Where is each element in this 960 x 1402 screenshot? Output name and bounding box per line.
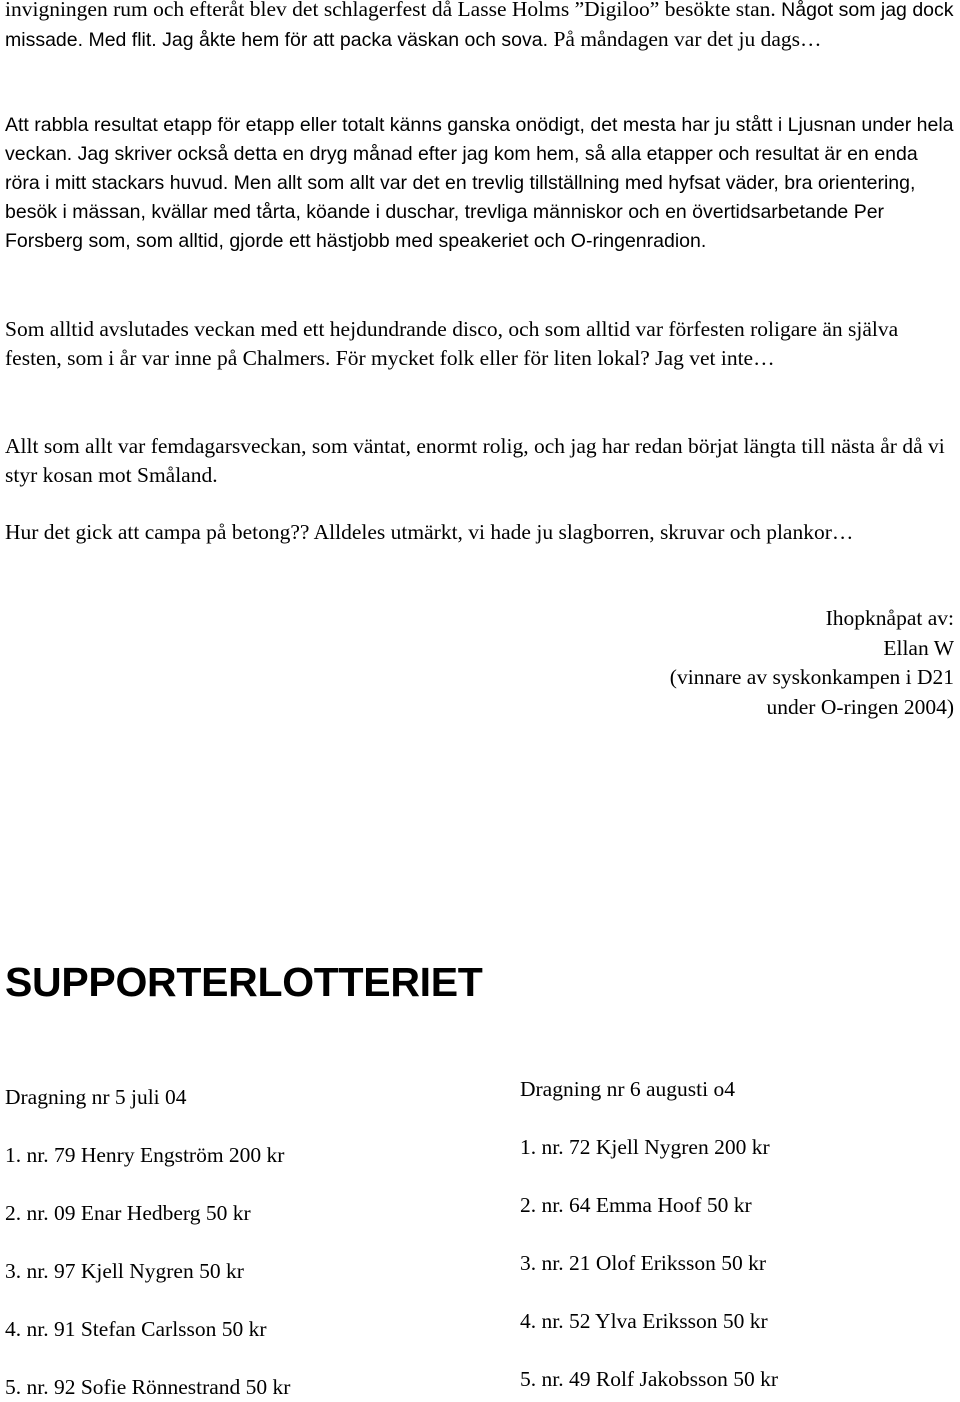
signature-line: under O-ringen 2004) — [766, 694, 954, 719]
winner-row: 3. nr. 97 Kjell Nygren 50 kr — [5, 1259, 244, 1283]
article-paragraph — [5, 432, 957, 490]
lottery-heading: SUPPORTERLOTTERIET — [5, 959, 483, 1005]
winner-row: 4. nr. 52 Ylva Eriksson 50 kr — [520, 1309, 768, 1333]
article-paragraph — [5, 0, 957, 55]
winner-row: 3. nr. 21 Olof Eriksson 50 kr — [520, 1251, 767, 1275]
paragraph-text: Allt som allt var femdagarsveckan, som väntat, enormt rolig, och jag har redan börjat längta till nästa år då vi styr kosan mot Småland. — [5, 434, 945, 487]
paragraph-text: Att rabbla resultat etapp för etapp eller totalt känns ganska onödigt, det mesta har ju stått i Ljusnan under hela veckan. Jag skriver också detta en dryg månad efter jag kom hem, så alla etapper och resultat är en enda röra i mitt stackars huvud. Men allt som allt var det en trevlig tillställning med hyfsat väder, bra orientering, besök i mässan, kvällar med tårta, köande i duschar, trevliga människor och en övertidsarbetande Per Forsberg som, som alltid, gjorde ett hästjobb med speakeriet och O-ringenradion. — [5, 114, 954, 252]
winner-row: 4. nr. 91 Stefan Carlsson 50 kr — [5, 1317, 267, 1341]
signature — [670, 604, 954, 722]
paragraph-text: Hur det gick att campa på betong?? Alldeles utmärkt, vi hade ju slagborren, skruvar och plankor… — [5, 520, 854, 544]
paragraph-text: Något som jag dock missade. Med flit. Jag åkte hem för att packa väskan och sova. — [5, 0, 954, 51]
draw-title: Dragning nr 6 augusti o4 — [520, 1077, 735, 1101]
winner-row: 5. nr. 49 Rolf Jakobsson 50 kr — [520, 1367, 778, 1391]
paragraph-text: På måndagen var det ju dags… — [553, 27, 822, 51]
article-paragraph — [5, 111, 957, 256]
signature-line: Ihopknåpat av: — [825, 606, 954, 630]
article-paragraph — [5, 518, 957, 547]
winner-row: 5. nr. 92 Sofie Rönnestrand 50 kr — [5, 1375, 291, 1399]
winner-row: 2. nr. 64 Emma Hoof 50 kr — [520, 1193, 752, 1217]
signature-line: Ellan W — [883, 635, 954, 660]
signature-line: (vinnare av syskonkampen i D21 — [669, 665, 954, 689]
paragraph-text: invigningen rum och efteråt blev det schlagerfest då Lasse Holms ”Digiloo” besökte stan. — [5, 0, 782, 21]
article-paragraph — [5, 315, 957, 373]
winner-row: 1. nr. 72 Kjell Nygren 200 kr — [520, 1135, 770, 1159]
paragraph-text: Som alltid avslutades veckan med ett hejdundrande disco, och som alltid var förfesten roligare än själva festen, som i år var inne på Chalmers. För mycket folk eller för liten lokal? Jag vet inte… — [5, 317, 899, 370]
winner-row: 2. nr. 09 Enar Hedberg 50 kr — [5, 1201, 251, 1225]
draw-title: Dragning nr 5 juli 04 — [5, 1085, 187, 1109]
winner-row: 1. nr. 79 Henry Engström 200 kr — [5, 1143, 285, 1167]
